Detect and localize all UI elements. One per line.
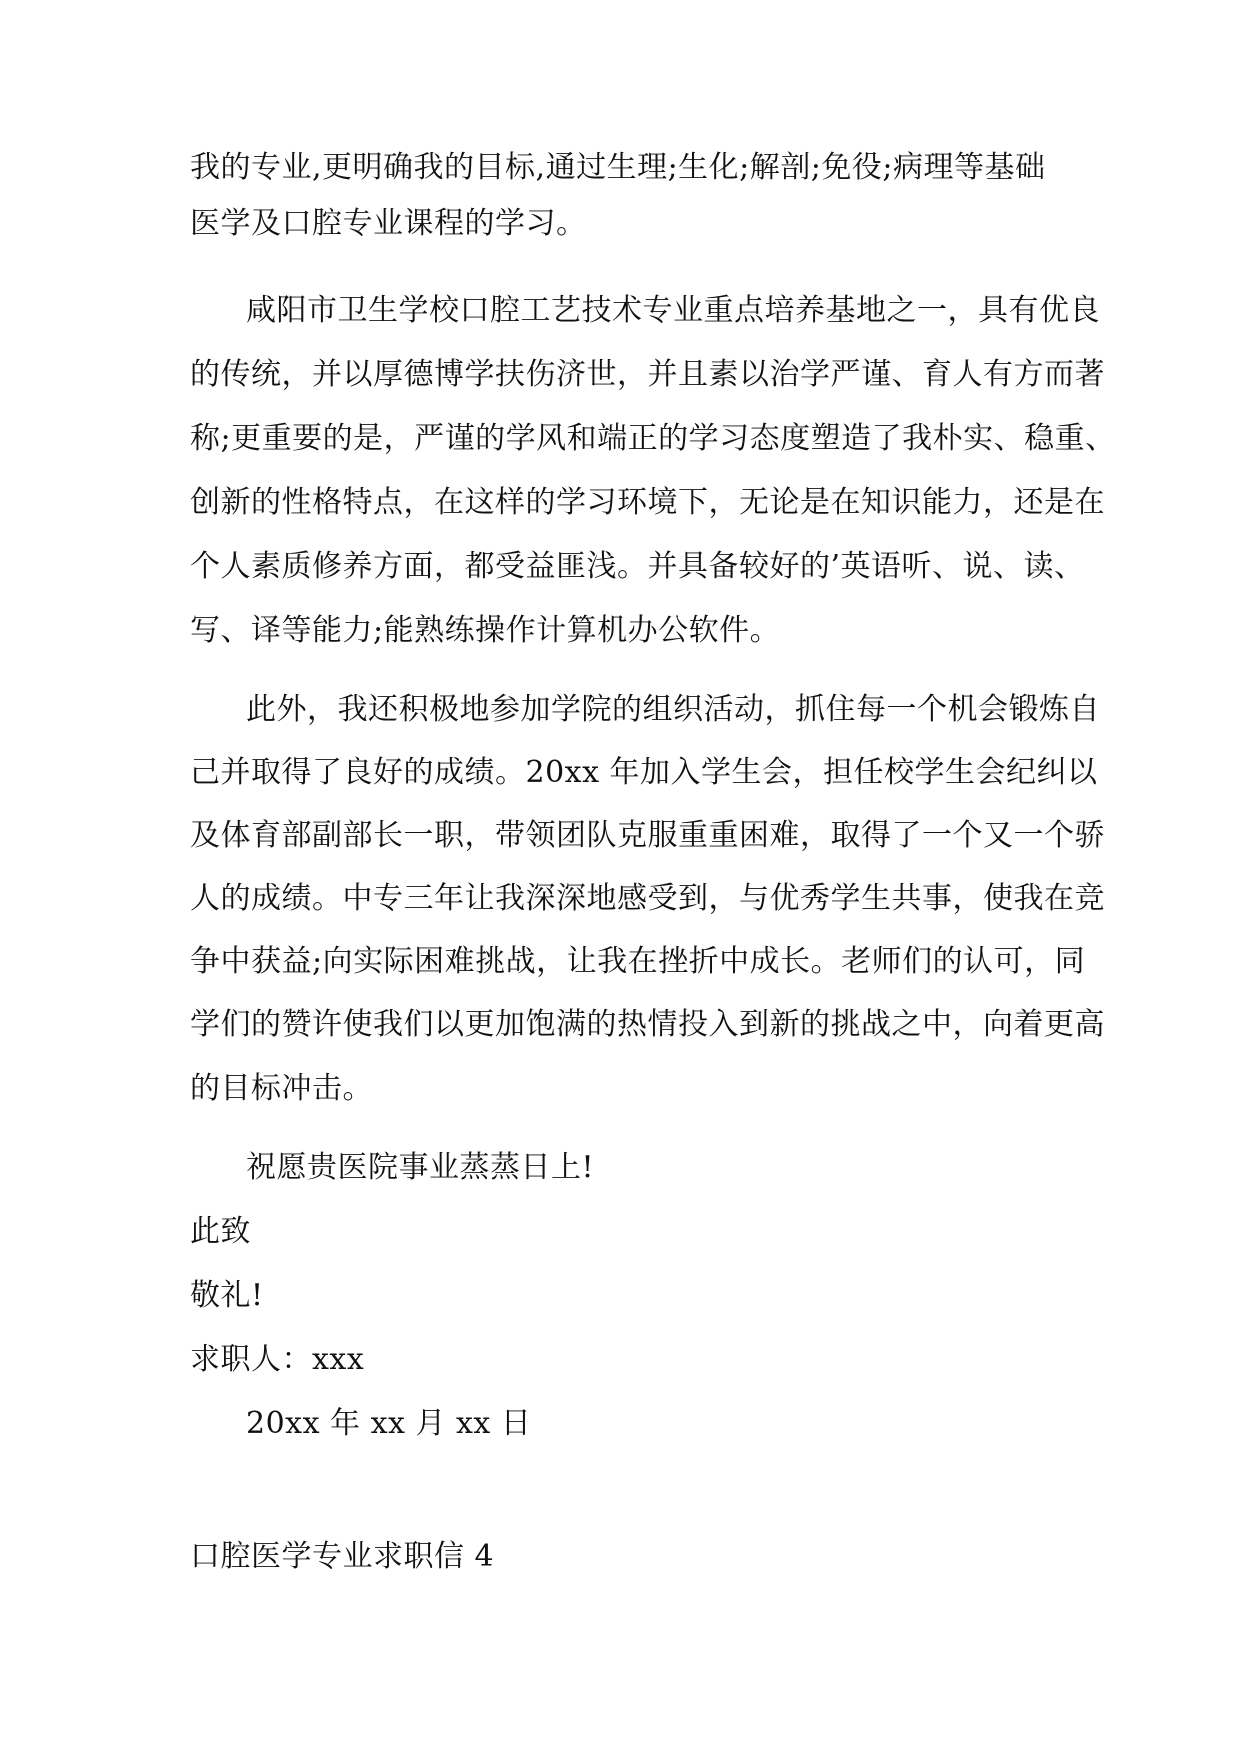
closing-salute-1: 此致: [190, 1214, 251, 1249]
p1-line-2: 医学及口腔专业课程的学习。: [190, 206, 587, 241]
p3-line-1: 此外，我还积极地参加学院的组织活动，抓住每一个机会锻炼自: [246, 692, 1100, 727]
p2-line-6: 写、译等能力;能熟练操作计算机办公软件。: [190, 613, 781, 648]
closing-salute-2: 敬礼!: [190, 1278, 264, 1313]
closing-wish: 祝愿贵医院事业蒸蒸日上!: [246, 1150, 595, 1185]
p3-line-5: 争中获益;向实际困难挑战，让我在挫折中成长。老师们的认可，同: [190, 944, 1086, 979]
p1-line-1: 我的专业,更明确我的目标,通过生理;生化;解剖;免役;病理等基础: [190, 150, 1046, 185]
date: 20xx 年 xx 月 xx 日: [246, 1406, 532, 1441]
p3-line-4: 人的成绩。中专三年让我深深地感受到，与优秀学生共事，使我在竞: [190, 881, 1105, 916]
p2-line-5: 个人素质修养方面，都受益匪浅。并具备较好的’英语听、说、读、: [190, 549, 1085, 584]
p2-line-4: 创新的性格特点，在这样的学习环境下，无论是在知识能力，还是在: [190, 485, 1105, 520]
signer: 求职人：xxx: [190, 1342, 365, 1377]
p3-line-2: 己并取得了良好的成绩。20xx 年加入学生会，担任校学生会纪纠以: [190, 755, 1098, 790]
p3-line-6: 学们的赞许使我们以更加饱满的热情投入到新的挑战之中，向着更高: [190, 1007, 1105, 1042]
p3-line-7: 的目标冲击。: [190, 1071, 373, 1106]
p2-line-1: 咸阳市卫生学校口腔工艺技术专业重点培养基地之一，具有优良: [246, 293, 1100, 328]
p3-line-3: 及体育部副部长一职，带领团队克服重重困难，取得了一个又一个骄: [190, 818, 1105, 853]
next-section-title: 口腔医学专业求职信 4: [190, 1539, 495, 1574]
p2-line-3: 称;更重要的是，严谨的学风和端正的学习态度塑造了我朴实、稳重、: [190, 421, 1116, 456]
p2-line-2: 的传统，并以厚德博学扶伤济世，并且素以治学严谨、育人有方而著: [190, 357, 1105, 392]
